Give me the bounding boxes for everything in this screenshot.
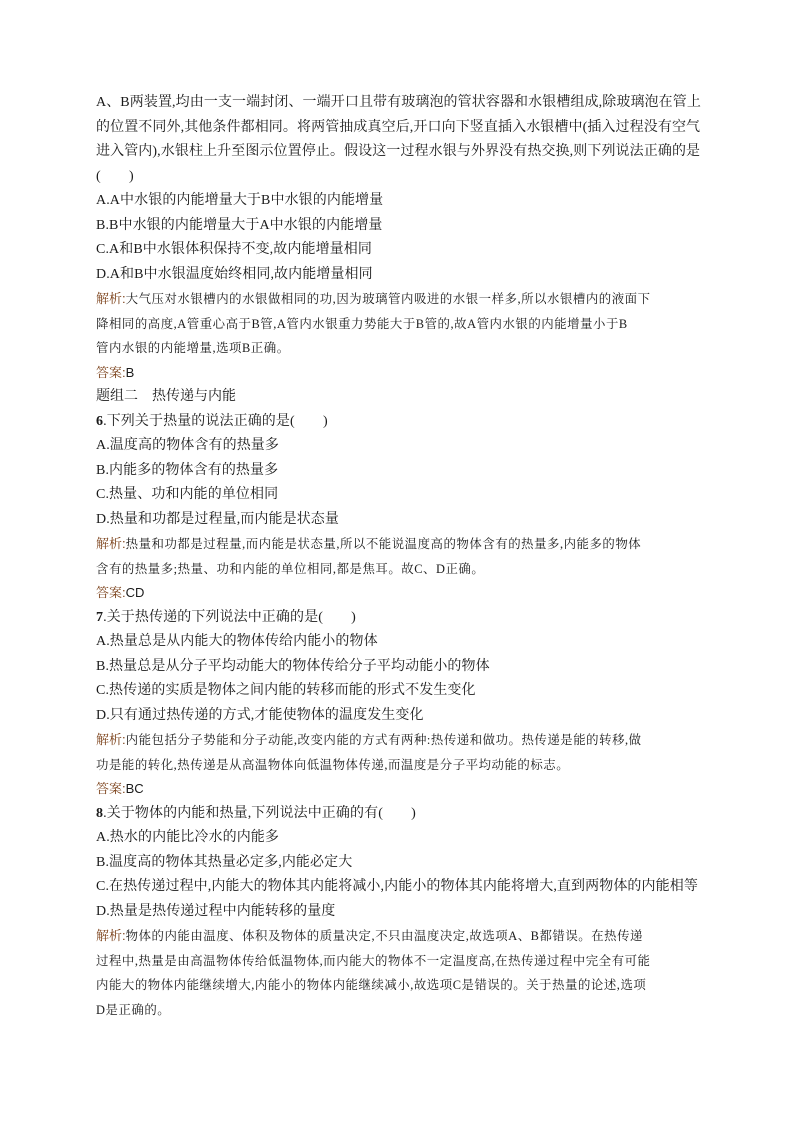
q6-answer	[96, 581, 700, 606]
q7-analysis-line-1	[96, 728, 700, 753]
q7-option-b: B.热量总是从分子平均动能大的物体传给分子平均动能小的物体	[96, 658, 490, 674]
q5-answer	[96, 361, 700, 386]
q8-stem	[96, 802, 700, 827]
q6-analysis-line-2: 含有的热量多;热量、功和内能的单位相同,都是焦耳。故C、D正确。	[96, 561, 485, 576]
q7-stem	[96, 606, 700, 631]
q5-analysis-label: 解析:	[96, 291, 126, 306]
q8-analysis-text-1: 物体的内能由温度、体积及物体的质量决定,不只由温度决定,故选项A、B都错误。在热传递	[125, 929, 643, 943]
q8-number: 8	[96, 805, 104, 821]
q5-option-b: B.B中水银的内能增量大于A中水银的内能增量	[96, 217, 383, 233]
q8-analysis-line-3: 内能大的物体内能继续增大,内能小的物体内能继续减小,故选项C是错误的。关于热量的论述,选项	[96, 978, 647, 992]
q8-stem-text: .关于物体的内能和热量,下列说法中正确的有( )	[103, 805, 416, 821]
q6-analysis-line-1	[96, 532, 700, 557]
q6-analysis-text-1: 热量和功都是过程量,而内能是状态量,所以不能说温度高的物体含有的热量多,内能多的物体	[125, 537, 642, 551]
q5-stem-line-3: 进入管内),水银柱上升至图示位置停止。假设这一过程水银与外界没有热交换,则下列说法正确的是	[96, 144, 701, 159]
q5-answer-label: 答案:	[96, 364, 126, 380]
question-5	[96, 91, 700, 385]
q6-option-d: D.热量和功都是过程量,而内能是状态量	[96, 511, 340, 527]
q8-option-b: B.温度高的物体其热量必定多,内能必定大	[96, 854, 353, 870]
q5-analysis-line-1	[96, 287, 700, 312]
q8-analysis-line-4: D是正确的。	[96, 1002, 171, 1017]
q6-option-b: B.内能多的物体含有的热量多	[96, 462, 279, 478]
q8-analysis-label: 解析:	[96, 928, 126, 943]
q5-analysis-text-1: 大气压对水银槽内的水银做相同的功,因为玻璃管内吸进的水银一样多,所以水银槽内的液面下	[125, 292, 651, 306]
q5-analysis-line-2: 降相同的高度,A管重心高于B管,A管内水银重力势能大于B管的,故A管内水银的内能增量小于B	[96, 316, 628, 331]
q8-analysis-line-1	[96, 924, 700, 949]
q5-stem-line-4: ( )	[96, 168, 134, 184]
q7-analysis-label: 解析:	[96, 732, 126, 747]
q5-stem-line-1: A、B两装置,均由一支一端封闭、一端开口且带有玻璃泡的管状容器和水银槽组成,除玻璃泡在管上	[96, 95, 701, 110]
q7-option-a: A.热量总是从内能大的物体传给内能小的物体	[96, 634, 378, 649]
q5-option-d: D.A和B中水银温度始终相同,故内能增量相同	[96, 266, 373, 282]
q7-analysis-text-1: 内能包括分子势能和分子动能,改变内能的方式有两种:热传递和做功。热传递是能的转移,做	[125, 733, 642, 747]
q8-option-a: A.热水的内能比冷水的内能多	[96, 830, 280, 845]
q6-stem	[96, 410, 700, 435]
q6-option-c: C.热量、功和内能的单位相同	[96, 487, 279, 502]
q5-analysis-line-3: 管内水银的内能增量,选项B正确。	[96, 341, 290, 355]
q6-analysis-label: 解析:	[96, 536, 126, 551]
q5-stem-line-2: 的位置不同外,其他条件都相同。将两管抽成真空后,开口向下竖直插入水银槽中(插入过程没有空气	[96, 119, 701, 135]
q6-option-a: A.温度高的物体含有的热量多	[96, 438, 280, 453]
q7-answer-label: 答案:	[96, 781, 126, 796]
q6-answer-label: 答案:	[96, 585, 126, 600]
q8-option-d: D.热量是热传递过程中内能转移的量度	[96, 903, 336, 919]
q7-answer-value: BC	[125, 781, 144, 796]
q6-stem-text: .下列关于热量的说法正确的是( )	[103, 413, 328, 429]
q6-answer-value: CD	[125, 585, 145, 600]
question-8	[96, 802, 700, 1023]
q5-option-a: A.A中水银的内能增量大于B中水银的内能增量	[96, 193, 384, 208]
question-7	[96, 606, 700, 802]
q7-answer	[96, 777, 700, 802]
q7-stem-text: .关于热传递的下列说法中正确的是( )	[103, 609, 356, 625]
q7-option-c: C.热传递的实质是物体之间内能的转移而能的形式不发生变化	[96, 683, 476, 698]
document-page	[96, 91, 700, 1022]
q7-option-d: D.只有通过热传递的方式,才能使物体的温度发生变化	[96, 707, 424, 723]
section-title: 题组二 热传递与内能	[96, 389, 236, 404]
q6-number: 6	[96, 413, 104, 429]
q5-option-c: C.A和B中水银体积保持不变,故内能增量相同	[96, 242, 372, 257]
q5-answer-value: B	[125, 364, 135, 380]
question-6	[96, 410, 700, 606]
q8-analysis-line-2: 过程中,热量是由高温物体传给低温物体,而内能大的物体不一定温度高,在热传递过程中完全有可能	[96, 953, 651, 968]
q7-analysis-line-2: 功是能的转化,热传递是从高温物体向低温物体传递,而温度是分子平均动能的标志。	[96, 757, 570, 772]
q8-option-c: C.在热传递过程中,内能大的物体其内能将减小,内能小的物体其内能将增大,直到两物体的内能相等	[96, 879, 698, 894]
q7-number: 7	[96, 609, 104, 625]
